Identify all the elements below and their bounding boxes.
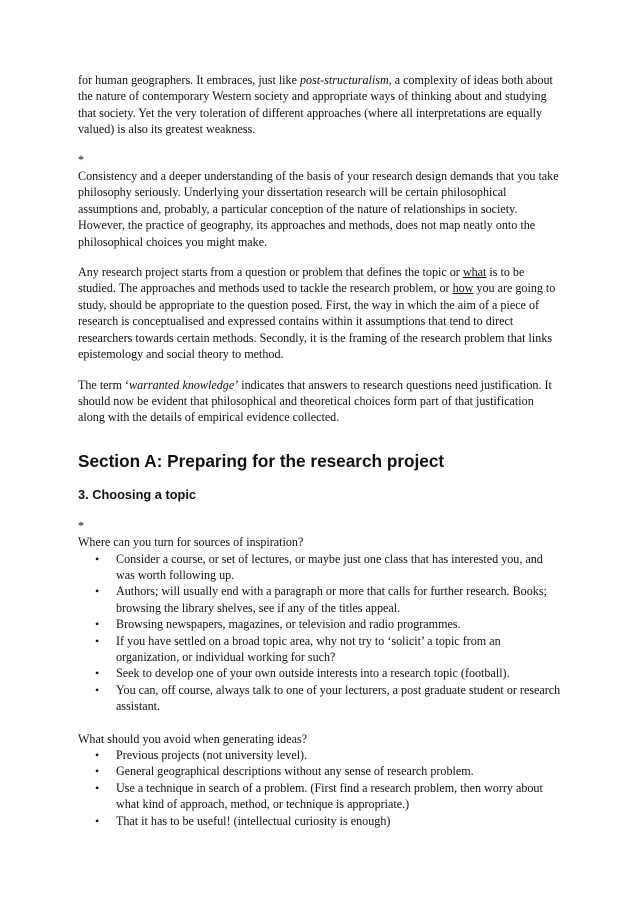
bullet-icon: • bbox=[95, 682, 100, 697]
section-heading: Section A: Preparing for the research project bbox=[78, 450, 445, 471]
bullet-icon: • bbox=[95, 780, 100, 795]
avoid-question: What should you avoid when generating ideas? bbox=[78, 731, 308, 746]
inspiration-question: Where can you turn for sources of inspiration? bbox=[78, 535, 304, 550]
paragraph-consistency: Consistency and a deeper understanding of the basis of your research design demands that you take philosophy seriously. Underlying your dissertation research will be certain philosophical assumptions and, probably, a particular conception of the nature of relationships in society. However, the practice of geography, its approaches and methods, does not map neatly onto the philosophical choices you might make. bbox=[78, 169, 559, 249]
bullet-icon: • bbox=[95, 748, 100, 762]
asterisk-marker: * bbox=[78, 152, 85, 167]
list-item bbox=[78, 813, 562, 829]
bullet-icon: • bbox=[95, 633, 100, 648]
list-item bbox=[78, 763, 562, 779]
paragraph-research-project bbox=[78, 264, 562, 362]
text-run: indicates that answers to research questions need justification. It should now be evident that philosophical and theoretical choices form part of that justification along with the details of empirical evidence collected. bbox=[78, 377, 552, 425]
underline-how: how bbox=[452, 281, 474, 296]
bullet-icon: • bbox=[95, 813, 100, 828]
list-item-text: Browsing newspapers, magazines, or television and radio programmes. bbox=[116, 617, 461, 632]
list-item bbox=[78, 616, 562, 632]
emphasis-post-structuralism: post-structuralism bbox=[299, 73, 389, 87]
list-item-text: Authors; will usually end with a paragraph or more that calls for further research. Books; browsing the library shelves, see if any of the titles appeal. bbox=[116, 584, 547, 615]
list-item-text: Seek to develop one of your own outside interests into a research topic (football). bbox=[116, 666, 510, 681]
text-run: Any research project starts from a question or problem that defines the topic or bbox=[78, 265, 463, 280]
list-item-text: That it has to be useful! (intellectual curiosity is enough) bbox=[116, 813, 391, 828]
list-item bbox=[78, 780, 562, 813]
bullet-icon: • bbox=[95, 764, 100, 779]
bullet-icon: • bbox=[95, 584, 100, 599]
emphasis-warranted-knowledge: warranted knowledge’ bbox=[129, 377, 239, 392]
paragraph-warranted-knowledge bbox=[78, 377, 562, 426]
list-item-text: Consider a course, or set of lectures, or maybe just one class that has interested you, and was worth following up. bbox=[116, 551, 543, 582]
list-item bbox=[78, 682, 562, 715]
list-item-text: You can, off course, always talk to one of your lecturers, a post graduate student or research assistant. bbox=[116, 682, 561, 714]
list-item bbox=[78, 665, 562, 681]
text-run: The term ‘ bbox=[78, 377, 130, 392]
asterisk-marker: * bbox=[78, 518, 85, 533]
list-item-text: General geographical descriptions without any sense of research problem. bbox=[116, 764, 474, 779]
list-item bbox=[78, 583, 562, 616]
list-item bbox=[78, 633, 562, 666]
inspiration-list bbox=[78, 551, 562, 715]
paragraph-postmodernism bbox=[78, 72, 562, 138]
underline-what: what bbox=[462, 265, 487, 280]
page-content bbox=[78, 72, 562, 829]
bullet-icon: • bbox=[95, 666, 100, 681]
avoid-list bbox=[78, 747, 562, 829]
bullet-icon: • bbox=[95, 551, 100, 566]
text-run: , a complexity of ideas both about the nature of contemporary Western society and appropriate ways of thinking about and studying that society. Yet the very toleration of different approaches (where all interpretations are equally valued) is also its greatest weakness. bbox=[78, 73, 553, 137]
list-item-text: If you have settled on a broad topic area, why not try to ‘solicit’ a topic from an organization, or individual working for such? bbox=[116, 633, 501, 664]
text-run: you are going to study, should be appropriate to the question posed. First, the way in which the aim of a piece of research is conceptualised and expressed contains within it assumptions that tend to direct researchers towards certain methods. Secondly, it is the framing of the research problem that links epistemology and social theory to method. bbox=[78, 281, 556, 362]
subsection-heading: 3. Choosing a topic bbox=[78, 486, 197, 502]
text-run: is to be studied. The approaches and methods used to tackle the research problem, or bbox=[78, 265, 525, 296]
list-item-text: Use a technique in search of a problem. (First find a research problem, then worry about what kind of approach, method, or technique is appropriate.) bbox=[116, 780, 543, 812]
list-item bbox=[78, 747, 562, 763]
list-item-text: Previous projects (not university level). bbox=[116, 748, 308, 762]
text-run: for human geographers. It embraces, just like bbox=[78, 73, 300, 87]
list-item bbox=[78, 551, 562, 584]
bullet-icon: • bbox=[95, 617, 100, 632]
